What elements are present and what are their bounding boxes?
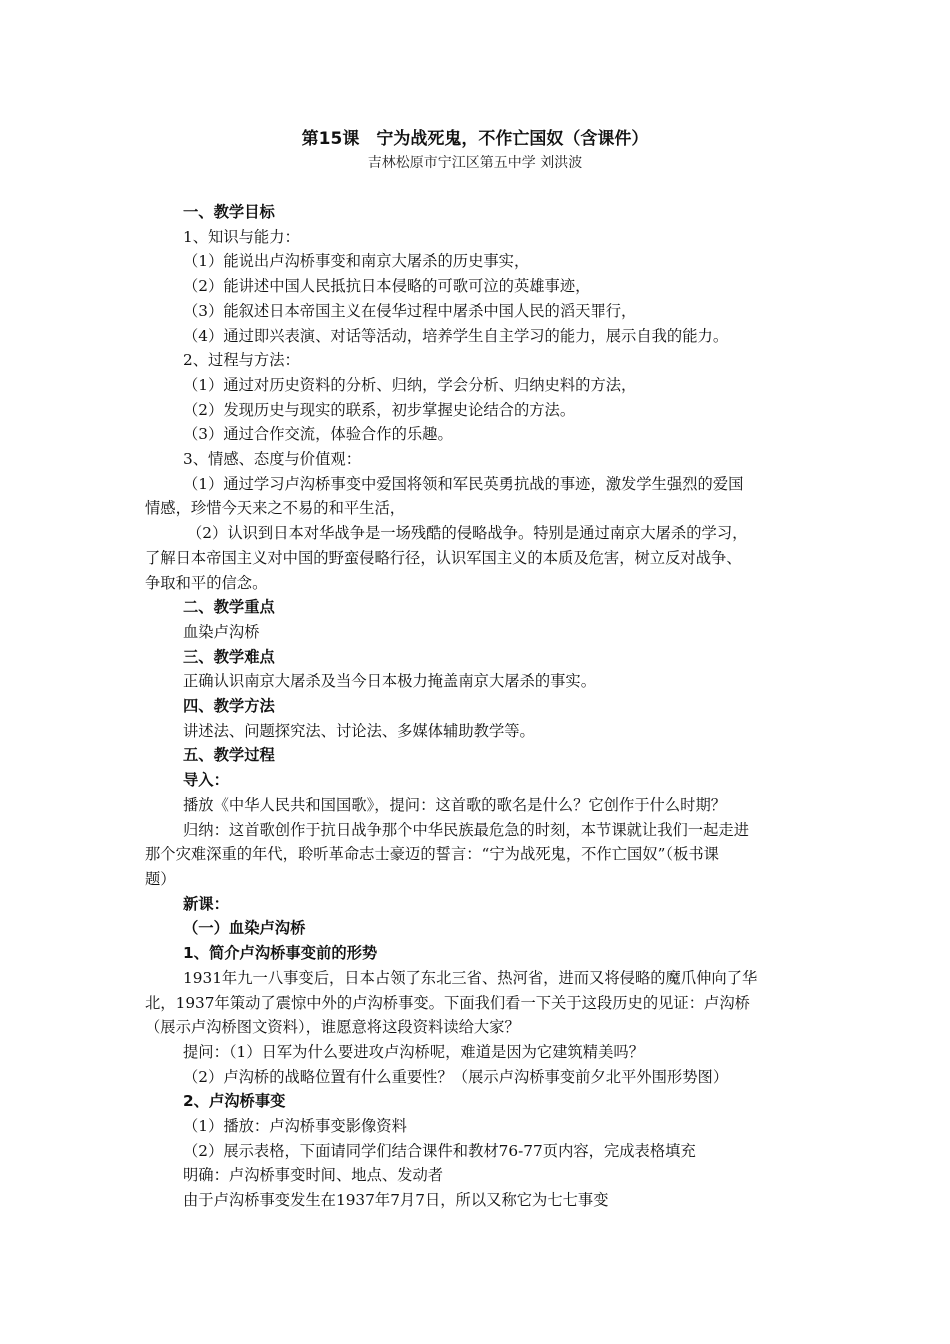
text-line: 讲述法、问题探究法、讨论法、多媒体辅助教学等。 [183, 721, 535, 740]
text-line: （2）能讲述中国人民抵抗日本侵略的可歌可泣的英雄事迹， [183, 277, 591, 296]
text-line: （3）通过合作交流，体验合作的乐趣。 [183, 425, 453, 444]
text-line: 提问：（1）日军为什么要进攻卢沟桥呢，难道是因为它建筑精美吗？ [183, 1042, 644, 1061]
section-heading: 二、教学重点 [183, 598, 275, 617]
text-line: 由于卢沟桥事变发生在1937年7月7日，所以又称它为七七事变 [183, 1191, 609, 1210]
text-line: （1）通过对历史资料的分析、归纳，学会分析、归纳史料的方法， [183, 375, 637, 394]
text-line: 情感，珍惜今天来之不易的和平生活， [145, 499, 406, 518]
document-author: 吉林松原市宁江区第五中学 刘洪波 [367, 155, 583, 171]
text-line: 血染卢沟桥 [183, 622, 260, 641]
section-heading: 三、教学难点 [183, 647, 275, 666]
text-line: 播放《中华人民共和国国歌》，提问：这首歌的歌名是什么？它创作于什么时期？ [183, 795, 727, 814]
section-heading: 2、卢沟桥事变 [183, 1092, 286, 1111]
text-line: （2）认识到日本对华战争是一场残酷的侵略战争。特别是通过南京大屠杀的学习， [187, 524, 748, 543]
text-line: （2）展示表格，下面请同学们结合课件和教材76-77页内容，完成表格填充 [183, 1141, 696, 1160]
text-line: 明确：卢沟桥事变时间、地点、发动者 [183, 1166, 444, 1185]
text-line: （1）播放：卢沟桥事变影像资料 [183, 1117, 407, 1136]
text-line: 1931年九一八事变后，日本占领了东北三省、热河省，进而又将侵略的魔爪伸向了华 [183, 968, 758, 987]
section-heading: （一）血染卢沟桥 [183, 919, 306, 938]
text-line: （展示卢沟桥图文资料），谁愿意将这段资料读给大家？ [145, 1018, 520, 1037]
text-line: 正确认识南京大屠杀及当今日本极力掩盖南京大屠杀的事实。 [183, 672, 597, 691]
text-line: 争取和平的信念。 [145, 573, 268, 592]
section-heading: 新课： [183, 894, 229, 913]
text-line: 归纳：这首歌创作于抗日战争那个中华民族最危急的时刻，本节课就让我们一起走进 [183, 820, 749, 839]
section-heading: 一、教学目标 [183, 203, 275, 221]
section-heading: 四、教学方法 [183, 697, 275, 716]
text-line: （4）通过即兴表演、对话等活动，培养学生自主学习的能力，展示自我的能力。 [183, 326, 729, 345]
text-line: 了解日本帝国主义对中国的野蛮侵略行径，认识军国主义的本质及危害，树立反对战争、 [145, 548, 742, 567]
text-line: （1）通过学习卢沟桥事变中爱国将领和军民英勇抗战的事迹，激发学生强烈的爱国 [183, 474, 744, 493]
text-line: （2）卢沟桥的战略位置有什么重要性？（展示卢沟桥事变前夕北平外围形势图） [183, 1067, 729, 1086]
section-heading: 五、教学过程 [183, 746, 275, 765]
text-line: 那个灾难深重的年代，聆听革命志士豪迈的誓言：“宁为战死鬼，不作亡国奴”（板书课 [145, 845, 719, 864]
text-line: 2、过程与方法： [183, 351, 300, 370]
document-body [145, 200, 805, 1213]
text-line: （1）能说出卢沟桥事变和南京大屠杀的历史事实， [183, 252, 530, 271]
text-line: 1、知识与能力： [183, 227, 300, 246]
section-heading: 1、简介卢沟桥事变前的形势 [183, 944, 378, 963]
document-title: 第15课 宁为战死鬼，不作亡国奴（含课件） [301, 129, 649, 149]
text-line: 3、情感、态度与价值观： [183, 450, 361, 469]
text-line: 题） [145, 869, 176, 888]
text-line: （3）能叙述日本帝国主义在侵华过程中屠杀中国人民的滔天罪行， [183, 301, 637, 320]
text-line: （2）发现历史与现实的联系，初步掌握史论结合的方法。 [183, 400, 576, 419]
section-heading: 导入： [183, 771, 229, 790]
text-line: 北，1937年策动了震惊中外的卢沟桥事变。下面我们看一下关于这段历史的见证：卢沟桥 [145, 993, 750, 1012]
